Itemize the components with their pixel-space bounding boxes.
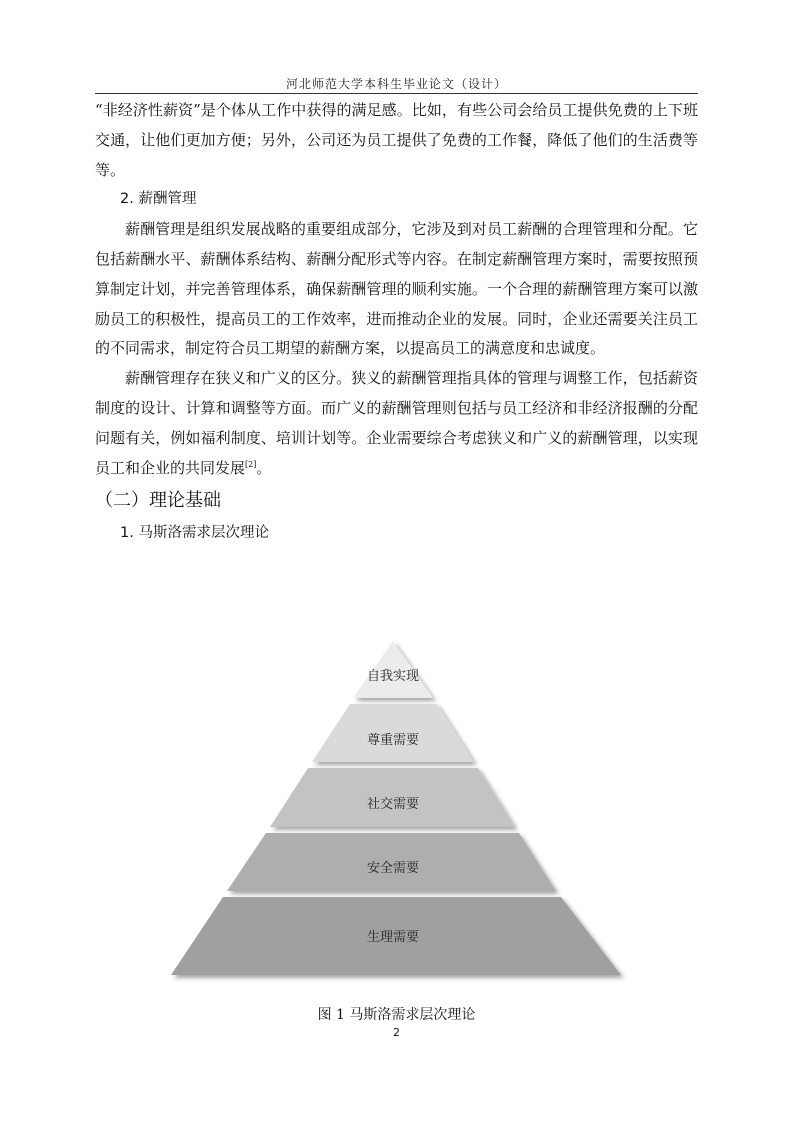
running-header: 河北师范大学本科生毕业论文（设计）	[285, 77, 507, 91]
pyramid-label-safety: 安全需要	[366, 861, 420, 876]
pyramid-label-physiological: 生理需要	[366, 930, 420, 945]
citation-marker: [2]	[245, 459, 257, 469]
figure-caption: 图 1 马斯洛需求层次理论	[317, 1007, 476, 1023]
subheading-compensation-management: 2. 薪酬管理	[120, 191, 197, 208]
paragraph-compensation-definition: 薪酬管理是组织发展战略的重要组成部分，它涉及到对员工薪酬的合理管理和分配。它包括薪酬水平、薪酬体系结构、薪酬分配形式等内容。在制定薪酬管理方案时，需要按照预算制定计划，并完善管理体系，确保薪酬管理的顺利实施。一个合理的薪酬管理方案可以激励员工的积极性，提高员工的工作效率，进而推动企业的发展。同时，企业还需要关注员工的不同需求，制定符合员工期望的薪酬方案，以提高员工的满意度和忠诚度。	[95, 220, 698, 358]
pyramid-label-social: 社交需要	[366, 797, 420, 812]
section-heading-theory: （二）理论基础	[95, 490, 221, 512]
paragraph-end-mark: 。	[256, 458, 272, 477]
paragraph-non-economic-pay: “非经济性薪资”是个体从工作中获得的满足感。比如，有些公司会给员工提供免费的上下班交通，让他们更加方便；另外，公司还为员工提供了免费的工作餐，降低了他们的生活费等等。	[95, 101, 698, 179]
page-number: 2	[393, 1026, 400, 1039]
pyramid-label-self-actualization: 自我实现	[366, 669, 420, 684]
subheading-maslow: 1. 马斯洛需求层次理论	[120, 525, 269, 542]
pyramid-label-esteem: 尊重需要	[366, 733, 420, 748]
paragraph-narrow-broad-text: 薪酬管理存在狭义和广义的区分。狭义的薪酬管理指具体的管理与调整工作，包括薪资制度的设计、计算和调整等方面。而广义的薪酬管理则包括与员工经济和非经济报酬的分配问题有关，例如福利制度、培训计划等。企业需要综合考虑狭义和广义的薪酬管理，以实现员工和企业的共同发展	[95, 369, 698, 477]
